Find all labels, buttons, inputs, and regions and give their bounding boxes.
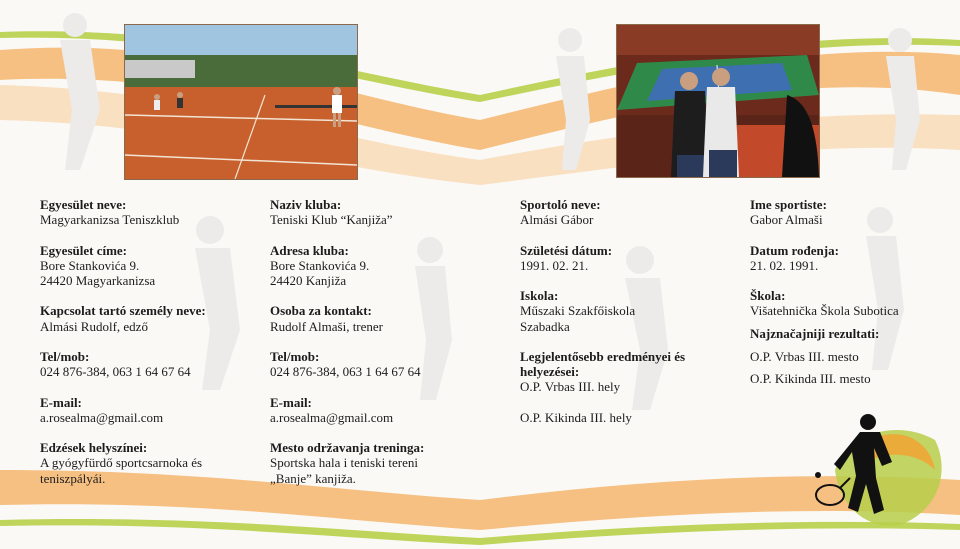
club-address-block [40, 243, 260, 289]
club-name-block [40, 197, 260, 227]
clay-court-photo [124, 24, 358, 180]
serbian-athlete-column [750, 197, 960, 401]
school-label: Iskola: [520, 288, 559, 304]
club-name-block [270, 197, 490, 227]
email-value[interactable]: a.rosealma@gmail.com [40, 409, 164, 425]
phone-label: Tel/mob: [40, 348, 90, 364]
contact-block [270, 303, 490, 333]
result-2-block [520, 410, 740, 425]
contact-value: Almási Rudolf, edző [40, 318, 148, 334]
results-block [520, 349, 740, 395]
school-value: Műszaki Szakfőiskola Szabadka [520, 303, 636, 334]
club-name-label: Egyesület neve: [40, 197, 127, 212]
club-name-label: Naziv kluba: [270, 197, 342, 212]
phone-label: Tel/mob: [270, 348, 320, 364]
training-label: Mesto održavanja treninga: [270, 440, 425, 456]
club-address-block [270, 243, 490, 289]
results-label: Najznačajniji rezultati: [750, 325, 880, 341]
training-value: Sportska hala i teniski tereni „Banje” kanjiža. [270, 455, 419, 486]
training-label: Edzések helyszínei: [40, 440, 148, 456]
indoor-arena-photo [616, 24, 820, 178]
contact-value: Rudolf Almaši, trener [270, 318, 384, 334]
athlete-name-value: Almási Gábor [520, 212, 594, 228]
athlete-name-block [750, 197, 960, 227]
result-1: O.P. Vrbas III. mesto [750, 348, 859, 364]
contact-block [40, 303, 260, 333]
result-1: O.P. Vrbas III. hely [520, 379, 621, 395]
phone-value: 024 876-384, 063 1 64 67 64 [40, 364, 191, 380]
club-address-value: Bore Stankovića 9. 24420 Kanjiža [270, 257, 370, 288]
email-value[interactable]: a.rosealma@gmail.com [270, 409, 394, 425]
athlete-name-label: Ime sportiste: [750, 197, 827, 212]
birth-date-block [520, 243, 740, 273]
birth-date-value: 21. 02. 1991. [750, 257, 819, 273]
club-name-value: Teniski Klub “Kanjiža” [270, 212, 393, 228]
school-block [520, 288, 740, 334]
results-label: Legjelentősebb eredményei és helyezései: [520, 348, 686, 380]
birth-date-value: 1991. 02. 21. [520, 257, 589, 273]
birth-date-label: Datum rođenja: [750, 242, 839, 258]
club-name-value: Magyarkanizsa Teniszklub [40, 212, 180, 228]
phone-value: 024 876-384, 063 1 64 67 64 [270, 364, 421, 380]
school-value: Višatehnička Škola Subotica [750, 303, 899, 319]
club-address-label: Adresa kluba: [270, 242, 349, 258]
athlete-name-block [520, 197, 740, 227]
phone-block [40, 349, 260, 379]
club-address-label: Egyesület címe: [40, 242, 128, 258]
school-label: Škola: [750, 288, 786, 304]
training-value: A gyógyfürdő sportcsarnoka és teniszpályái. [40, 455, 203, 486]
training-block [40, 440, 260, 486]
birth-date-label: Születési dátum: [520, 242, 613, 258]
results-block [750, 326, 960, 364]
result-2: O.P. Kikinda III. hely [520, 409, 632, 425]
email-label: E-mail: [270, 394, 312, 410]
email-label: E-mail: [40, 394, 82, 410]
athlete-name-value: Gabor Almaši [750, 212, 823, 228]
phone-block [270, 349, 490, 379]
hungarian-club-column [40, 197, 260, 501]
contact-label: Kapcsolat tartó személy neve: [40, 303, 206, 319]
email-block [270, 395, 490, 425]
club-address-value: Bore Stankovića 9. 24420 Magyarkanizsa [40, 257, 156, 288]
serbian-club-column [270, 197, 490, 501]
result-2: O.P. Kikinda III. mesto [750, 371, 871, 386]
school-block [750, 288, 960, 318]
birth-date-block [750, 243, 960, 273]
training-block [270, 440, 490, 486]
email-block [40, 395, 260, 425]
hungarian-athlete-column [520, 197, 740, 440]
athlete-name-label: Sportoló neve: [520, 197, 601, 212]
result-2-block [750, 371, 960, 386]
contact-label: Osoba za kontakt: [270, 303, 372, 319]
